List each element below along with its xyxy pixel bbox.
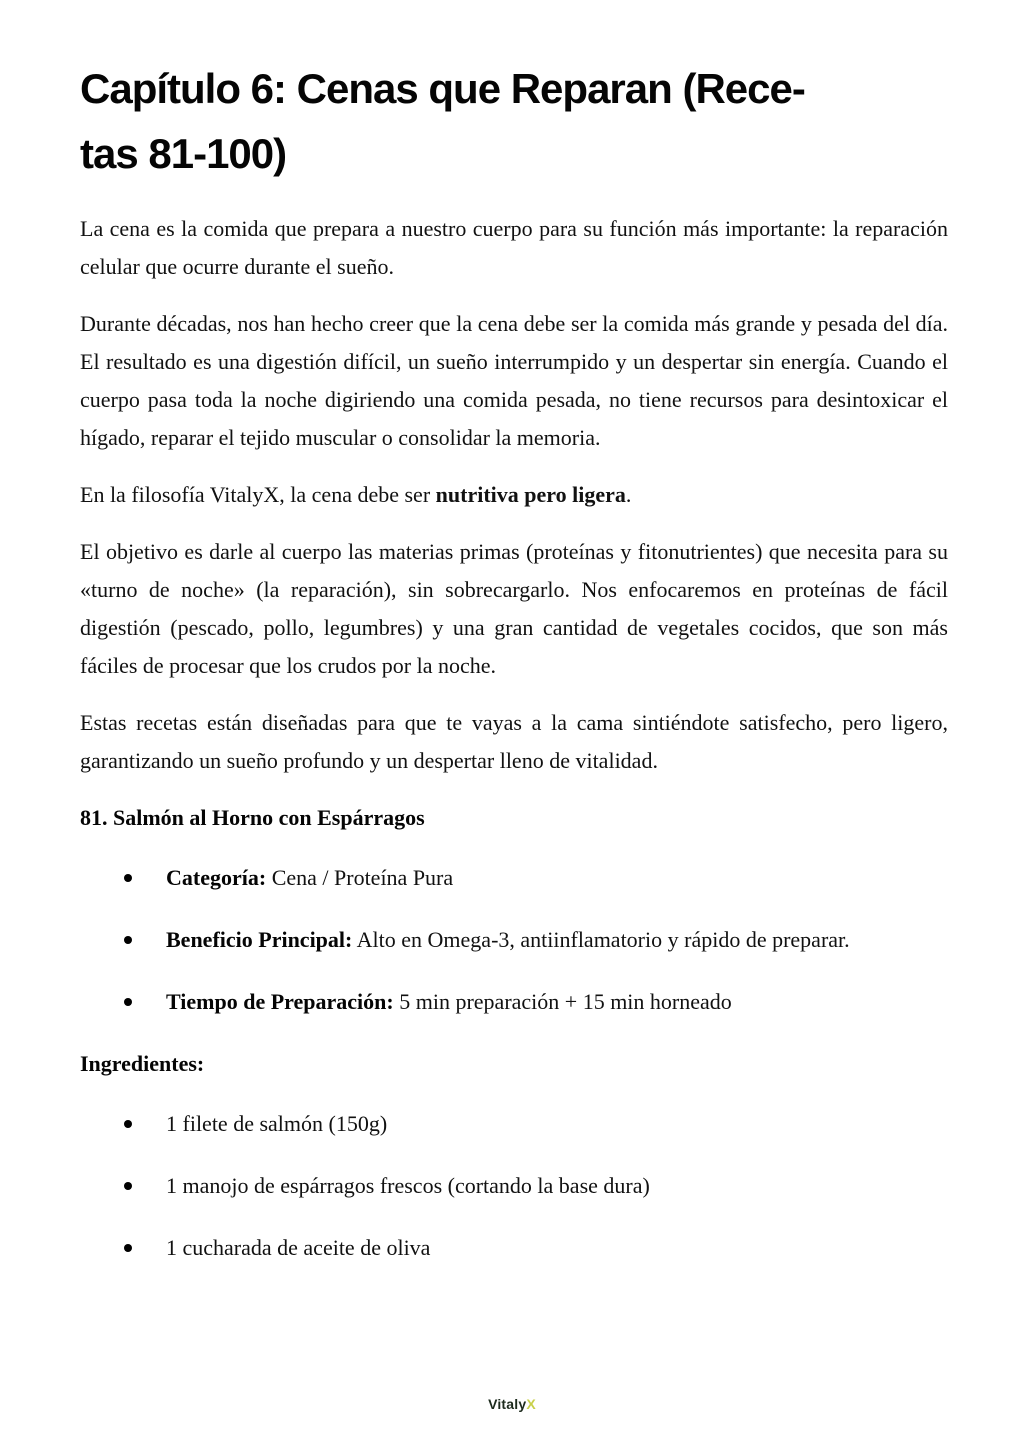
meta-item-categoria: [80, 859, 948, 897]
meta-value: Alto en Omega-3, antiinflamatorio y rápido de preparar.: [356, 927, 850, 952]
meta-item-beneficio: [80, 921, 948, 959]
intro-paragraph-5: Estas recetas están diseñadas para que te vayas a la cama sintiéndote satisfecho, pero ligero, garantizando un sueño profundo y un despertar lleno de vitalidad.: [80, 710, 948, 773]
chapter-title-line-1: Capítulo 6: Cenas que Reparan (Rece-: [80, 65, 805, 112]
intro-paragraph-2: Durante décadas, nos han hecho creer que la cena debe ser la comida más grande y pesada del día. El resultado es una digestión difícil, un sueño interrumpido y un despertar sin energía. Cuando el cuerpo pasa toda la noche digiriendo una comida pesada, no tiene recursos para desintoxicar el hígado, reparar el tejido muscular o consolidar la memoria.: [80, 311, 948, 450]
paragraph-text: En la filosofía VitalyX, la cena debe ser: [80, 482, 436, 507]
meta-label: Tiempo de Preparación:: [166, 989, 394, 1014]
meta-value: Cena / Proteína Pura: [271, 865, 454, 890]
intro-paragraph-1: La cena es la comida que prepara a nuestro cuerpo para su función más importante: la reparación celular que ocurre durante el sueño.: [80, 216, 948, 279]
intro-paragraph-4: El objetivo es darle al cuerpo las materias primas (proteínas y fitonutrientes) que necesita para su «turno de noche» (la reparación), sin sobrecargarlo. Nos enfocaremos en proteínas de fácil digestión (pescado, pollo, legumbres) y una gran cantidad de vegetales cocidos, que son más fáciles de procesar que los crudos por la noche.: [80, 539, 948, 678]
meta-label: Categoría:: [166, 865, 267, 890]
paragraph-text: .: [625, 482, 632, 507]
brand-logo: [488, 1396, 536, 1412]
ingredient-item-3: 1 cucharada de aceite de oliva: [80, 1229, 948, 1267]
bold-emphasis: nutritiva pero ligera: [435, 482, 626, 507]
ingredient-item-2: 1 manojo de espárragos frescos (cortando la base dura): [80, 1167, 948, 1205]
recipe-meta-list: [80, 859, 948, 1021]
brand-accent: X: [526, 1396, 536, 1412]
brand-main: Vitaly: [488, 1396, 527, 1412]
meta-value: 5 min preparación + 15 min horneado: [399, 989, 732, 1014]
page-footer: [0, 1396, 1024, 1412]
meta-item-tiempo: [80, 983, 948, 1021]
ingredients-heading: Ingredientes:: [80, 1051, 205, 1076]
meta-label: Beneficio Principal:: [166, 927, 353, 952]
ingredient-item-1: 1 filete de salmón (150g): [80, 1105, 948, 1143]
chapter-title: [80, 56, 948, 186]
recipe-81-heading: 81. Salmón al Horno con Espárragos: [80, 805, 425, 830]
chapter-title-line-2: tas 81-100): [80, 130, 287, 177]
ingredients-list: [80, 1105, 948, 1267]
intro-paragraph-3: [80, 476, 948, 514]
